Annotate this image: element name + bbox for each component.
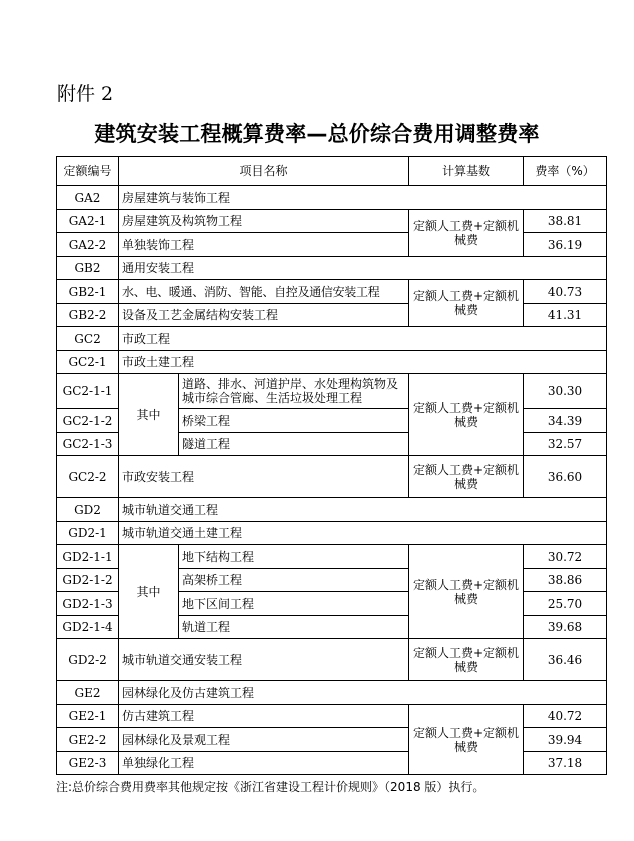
header-rate: 费率（%） bbox=[524, 157, 607, 186]
row-basis: 定额人工费+定额机械费 bbox=[409, 280, 524, 327]
row-name: 高架桥工程 bbox=[179, 569, 409, 592]
row-rate: 38.81 bbox=[524, 210, 607, 233]
table-row bbox=[57, 456, 607, 498]
row-code: GC2 bbox=[57, 327, 119, 351]
row-code: GC2-1-3 bbox=[57, 433, 119, 456]
row-code: GC2-1 bbox=[57, 351, 119, 374]
row-code: GE2 bbox=[57, 681, 119, 705]
table-row bbox=[57, 304, 607, 327]
row-code: GA2-1 bbox=[57, 210, 119, 233]
table-row bbox=[57, 233, 607, 257]
row-code: GB2-2 bbox=[57, 304, 119, 327]
header-name: 项目名称 bbox=[119, 157, 409, 186]
row-rate: 36.60 bbox=[524, 456, 607, 498]
row-name: 设备及工艺金属结构安装工程 bbox=[119, 304, 409, 327]
row-basis: 定额人工费+定额机械费 bbox=[409, 374, 524, 456]
row-rate: 39.94 bbox=[524, 728, 607, 752]
row-rate: 36.19 bbox=[524, 233, 607, 257]
row-basis: 定额人工费+定额机械费 bbox=[409, 545, 524, 639]
row-rate: 30.72 bbox=[524, 545, 607, 569]
header-code: 定额编号 bbox=[57, 157, 119, 186]
table-row bbox=[57, 681, 607, 705]
row-name: 园林绿化及仿古建筑工程 bbox=[119, 681, 607, 705]
table-row bbox=[57, 522, 607, 545]
row-code: GD2-1-1 bbox=[57, 545, 119, 569]
row-name: 道路、排水、河道护岸、水处理构筑物及城市综合管廊、生活垃圾处理工程 bbox=[179, 374, 409, 409]
row-name: 隧道工程 bbox=[179, 433, 409, 456]
row-rate: 40.72 bbox=[524, 705, 607, 728]
table-row bbox=[57, 327, 607, 351]
attachment-label: 附件 2 bbox=[57, 83, 114, 105]
row-rate: 32.57 bbox=[524, 433, 607, 456]
row-name: 城市轨道交通工程 bbox=[119, 498, 607, 522]
row-name: 城市轨道交通安装工程 bbox=[119, 639, 409, 681]
row-code: GE2-1 bbox=[57, 705, 119, 728]
row-code: GE2-3 bbox=[57, 752, 119, 775]
table-header-row bbox=[57, 157, 607, 186]
row-code: GD2-1-2 bbox=[57, 569, 119, 592]
row-code: GB2 bbox=[57, 257, 119, 280]
row-code: GD2-1-4 bbox=[57, 616, 119, 639]
row-name: 单独装饰工程 bbox=[119, 233, 409, 257]
row-code: GA2-2 bbox=[57, 233, 119, 257]
row-name: 市政安装工程 bbox=[119, 456, 409, 498]
row-name: 园林绿化及景观工程 bbox=[119, 728, 409, 752]
row-name: 城市轨道交通土建工程 bbox=[119, 522, 607, 545]
row-code: GD2-2 bbox=[57, 639, 119, 681]
table-row bbox=[57, 705, 607, 728]
header-basis: 计算基数 bbox=[409, 157, 524, 186]
row-code: GC2-2 bbox=[57, 456, 119, 498]
row-code: GC2-1-2 bbox=[57, 409, 119, 433]
row-basis: 定额人工费+定额机械费 bbox=[409, 456, 524, 498]
row-name: 地下结构工程 bbox=[179, 545, 409, 569]
row-code: GE2-2 bbox=[57, 728, 119, 752]
row-rate: 37.18 bbox=[524, 752, 607, 775]
row-name: 市政工程 bbox=[119, 327, 607, 351]
table-row bbox=[57, 374, 607, 409]
table-row bbox=[57, 545, 607, 569]
row-code: GD2 bbox=[57, 498, 119, 522]
document-title: 建筑安装工程概算费率—总价综合费用调整费率 bbox=[94, 122, 540, 146]
row-basis: 定额人工费+定额机械费 bbox=[409, 705, 524, 775]
sub-label: 其中 bbox=[119, 374, 179, 456]
row-name: 通用安装工程 bbox=[119, 257, 607, 280]
table-row bbox=[57, 186, 607, 210]
row-code: GB2-1 bbox=[57, 280, 119, 304]
row-name: 地下区间工程 bbox=[179, 592, 409, 616]
row-name: 单独绿化工程 bbox=[119, 752, 409, 775]
row-rate: 41.31 bbox=[524, 304, 607, 327]
row-rate: 34.39 bbox=[524, 409, 607, 433]
row-name: 桥梁工程 bbox=[179, 409, 409, 433]
table-row bbox=[57, 280, 607, 304]
row-rate: 39.68 bbox=[524, 616, 607, 639]
row-rate: 30.30 bbox=[524, 374, 607, 409]
row-name: 仿古建筑工程 bbox=[119, 705, 409, 728]
row-name: 房屋建筑与装饰工程 bbox=[119, 186, 607, 210]
row-code: GD2-1 bbox=[57, 522, 119, 545]
table-row bbox=[57, 752, 607, 775]
row-code: GA2 bbox=[57, 186, 119, 210]
row-rate: 38.86 bbox=[524, 569, 607, 592]
table-row bbox=[57, 351, 607, 374]
row-name: 轨道工程 bbox=[179, 616, 409, 639]
row-basis: 定额人工费+定额机械费 bbox=[409, 639, 524, 681]
footnote: 注:总价综合费用费率其他规定按《浙江省建设工程计价规则》（2018 版）执行。 bbox=[56, 780, 485, 794]
table-row bbox=[57, 639, 607, 681]
table-row bbox=[57, 728, 607, 752]
row-code: GC2-1-1 bbox=[57, 374, 119, 409]
rate-table bbox=[56, 156, 607, 775]
row-basis: 定额人工费+定额机械费 bbox=[409, 210, 524, 257]
row-rate: 36.46 bbox=[524, 639, 607, 681]
row-name: 房屋建筑及构筑物工程 bbox=[119, 210, 409, 233]
row-name: 市政土建工程 bbox=[119, 351, 607, 374]
row-code: GD2-1-3 bbox=[57, 592, 119, 616]
row-rate: 40.73 bbox=[524, 280, 607, 304]
row-name: 水、电、暖通、消防、智能、自控及通信安装工程 bbox=[119, 280, 409, 304]
sub-label: 其中 bbox=[119, 545, 179, 639]
table-row bbox=[57, 498, 607, 522]
table-row bbox=[57, 210, 607, 233]
table-row bbox=[57, 257, 607, 280]
row-rate: 25.70 bbox=[524, 592, 607, 616]
